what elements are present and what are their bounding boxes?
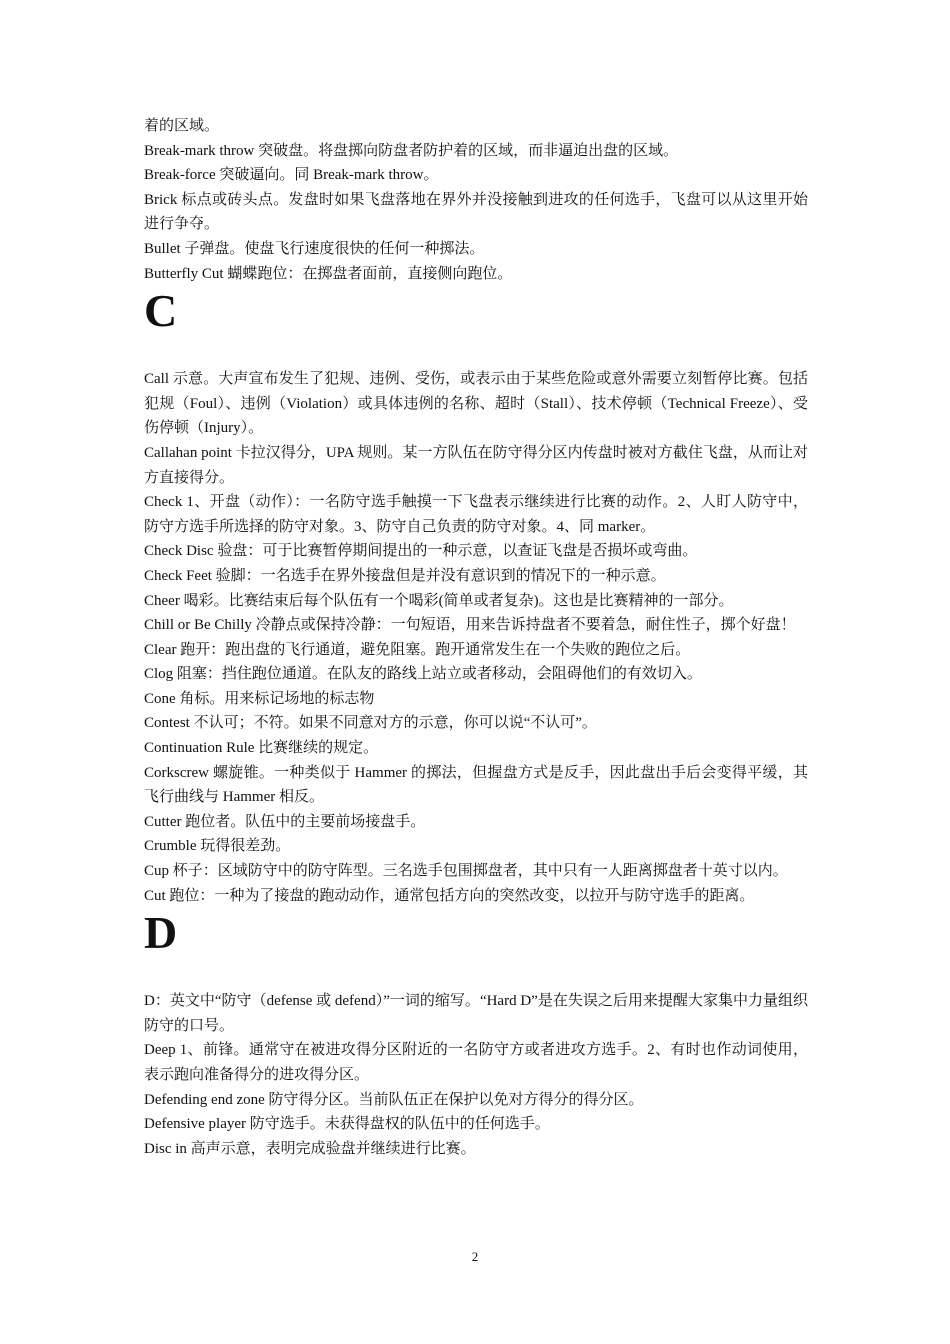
glossary-entry: Cut 跑位：一种为了接盘的跑动动作，通常包括方向的突然改变，以拉开与防守选手的距离。 (144, 887, 755, 904)
glossary-entry: Break-mark throw 突破盘。将盘掷向防盘者防护着的区域，而非逼迫出盘的区域。 (144, 142, 679, 159)
glossary-entry: Butterfly Cut 蝴蝶跑位：在掷盘者面前，直接侧向跑位。 (144, 265, 513, 282)
glossary-entry: Callahan point 卡拉汉得分，UPA 规则。某一方队伍在防守得分区内传盘时被对方截住飞盘，从而让对方直接得分。 (144, 444, 808, 486)
glossary-entry: Continuation Rule 比赛继续的规定。 (144, 740, 379, 757)
glossary-entry: Cutter 跑位者。队伍中的主要前场接盘手。 (144, 813, 426, 830)
glossary-entry: Corkscrew 螺旋锥。一种类似于 Hammer 的掷法，但握盘方式是反手，因此盘出手后会变得平缓，其飞行曲线与 Hammer 相反。 (144, 764, 808, 806)
glossary-entry: Disc in 高声示意，表明完成验盘并继续进行比赛。 (144, 1140, 476, 1157)
document-body (144, 114, 808, 1161)
glossary-entry: Check Disc 验盘：可于比赛暂停期间提出的一种示意，以查证飞盘是否损坏或弯曲。 (144, 543, 698, 560)
glossary-entry: Call 示意。大声宣布发生了犯规、违例、受伤，或表示由于某些危险或意外需要立刻暂停比赛。包括犯规（Foul）、违例（Violation）或具体违例的名称、超时（Stall）、技术停顿（Technical Freeze）、受伤停顿（Injury）。 (144, 371, 808, 437)
glossary-entry: Clog 阻塞：挡住跑位通道。在队友的路线上站立或者移动，会阻碍他们的有效切入。 (144, 666, 702, 683)
glossary-entry: Defensive player 防守选手。未获得盘权的队伍中的任何选手。 (144, 1116, 550, 1133)
glossary-entry: Cone 角标。用来标记场地的标志物 (144, 690, 375, 707)
section-letter-heading: C (144, 285, 178, 337)
glossary-entry: Crumble 玩得很差劲。 (144, 838, 291, 855)
glossary-entry: 着的区域。 (144, 118, 220, 134)
glossary-entry: D：英文中“防守（defense 或 defend）”一词的缩写。“Hard D”是在失误之后用来提醒大家集中力量组织防守的口号。 (144, 993, 808, 1034)
glossary-entry: Brick 标点或砖头点。发盘时如果飞盘落地在界外并没接触到进攻的任何选手，飞盘可以从这里开始进行争夺。 (144, 191, 808, 233)
glossary-entry: Check 1、开盘（动作）：一名防守选手触摸一下飞盘表示继续进行比赛的动作。2、人盯人防守中，防守方选手所选择的防守对象。3、防守自己负责的防守对象。4、同 marker。 (144, 494, 808, 535)
glossary-entry: Clear 跑开：跑出盘的飞行通道，避免阻塞。跑开通常发生在一个失败的跑位之后。 (144, 641, 691, 658)
glossary-entry: Deep 1、前锋。通常守在被进攻得分区附近的一名防守方或者进攻方选手。2、有时也作动词使用，表示跑向准备得分的进攻得分区。 (144, 1042, 808, 1083)
glossary-entry: Cup 杯子：区域防守中的防守阵型。三名选手包围掷盘者，其中只有一人距离掷盘者十英寸以内。 (144, 863, 788, 880)
glossary-entry: Defending end zone 防守得分区。当前队伍正在保护以免对方得分的得分区。 (144, 1091, 644, 1108)
glossary-entry: Chill or Be Chilly 冷静点或保持冷静：一句短语，用来告诉持盘者不要着急，耐住性子，掷个好盘！ (144, 617, 796, 634)
glossary-entry: Cheer 喝彩。比赛结束后每个队伍有一个喝彩(简单或者复杂)。这也是比赛精神的一部分。 (144, 592, 734, 609)
glossary-entry: Check Feet 验脚：一名选手在界外接盘但是并没有意识到的情况下的一种示意。 (144, 567, 666, 584)
glossary-entry: Break-force 突破逼向。同 Break-mark throw。 (144, 167, 439, 184)
glossary-entry: Contest 不认可；不符。如果不同意对方的示意，你可以说“不认可”。 (144, 715, 597, 732)
glossary-entry: Bullet 子弹盘。使盘飞行速度很快的任何一种掷法。 (144, 240, 485, 257)
page-number: 2 (471, 1249, 479, 1264)
section-letter-heading: D (144, 907, 178, 959)
